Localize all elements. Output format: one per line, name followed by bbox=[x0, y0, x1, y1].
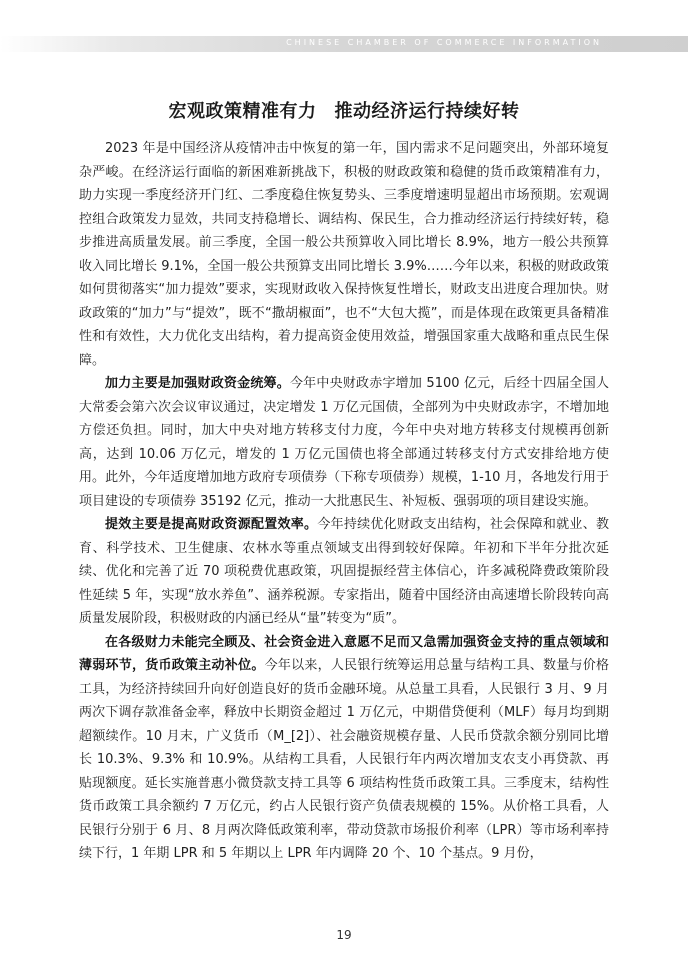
paragraph-4-body: 今年以来，人民银行统筹运用总量与结构工具、数量与价格工具，为经济持续回升向好创造良好的货币金融环境。从总量工具看，人民银行 3 月、9 月两次下调存款准备金率，释放中长期资金超过 1 万亿元，中期借贷便利（MLF）每月均到期超额续作。10 月末，广义货币（M_[2]）、社会融资规模存量、人民币贷款余额分别同比增长 10.3%、9.3% 和 10.9%。从结构工具看，人民银行年内两次增加支农支小再贷款、再贴现额度。延长实施普惠小微贷款支持工具等 6 项结构性货币政策工具。三季度末，结构性货币政策工具余额约 7 万亿元，约占人民银行资产负债表规模的 15%。从价格工具看，人民银行分别于 6 月、8 月两次降低政策利率，带动贷款市场报价利率（LPR）等市场利率持续下行，1 年期 LPR 和 5 年期以上 LPR 年内调降 20 个、10 个基点。9 月份， bbox=[79, 658, 609, 861]
paragraph-3-body: 今年持续优化财政支出结构，社会保障和就业、教育、科学技术、卫生健康、农林水等重点领域支出得到较好保障。年初和下半年分批次延续、优化和完善了近 70 项税费优惠政策，巩固提振经营主体信心，许多减税降费政策阶段性延续 5 年，实现“放水养鱼”、涵养税源。专家指出，随着中国经济由高速增长阶段转向高质量发展阶段，积极财政的内涵已经从“量”转变为“质”。 bbox=[79, 517, 609, 626]
paragraph-2-body: 今年中央财政赤字增加 5100 亿元，后经十四届全国人大常委会第六次会议审议通过，决定增发 1 万亿元国债，全部列为中央财政赤字，不增加地方偿还负担。同时，加大中央对地方转移支付力度，今年中央对地方转移支付规模再创新高，达到 10.06 万亿元，增发的 1 万亿元国债也将全部通过转移支付方式安排给地方使用。此外，今年适度增加地方政府专项债券（下称专项债券）规模，1-10 月，各地发行用于项目建设的专项债券 35192 亿元，推动一大批惠民生、补短板、强弱项的项目建设实施。 bbox=[79, 376, 609, 509]
page-number: 19 bbox=[336, 928, 352, 942]
paragraph-4-lead: 在各级财力未能完全顾及、社会资金进入意愿不足而又急需加强资金支持的重点领域和薄弱环节，货币政策主动补位。 bbox=[79, 634, 609, 673]
paragraph-2-lead: 加力主要是加强财政资金统筹。 bbox=[105, 376, 290, 391]
paragraph-4 bbox=[79, 631, 609, 866]
article-body bbox=[79, 137, 609, 866]
article-title bbox=[0, 97, 688, 123]
paragraph-3-lead: 提效主要是提高财政资源配置效率。 bbox=[105, 517, 318, 532]
title-part-2: 推动经济运行持续好转 bbox=[334, 101, 520, 122]
header-banner-text: CHINESE CHAMBER OF COMMERCE INFORMATION bbox=[286, 38, 602, 47]
paragraph-3 bbox=[79, 513, 609, 631]
title-part-1: 宏观政策精准有力 bbox=[168, 101, 317, 122]
paragraph-1: 2023 年是中国经济从疫情冲击中恢复的第一年，国内需求不足问题突出，外部环境复杂严峻。在经济运行面临的新困难新挑战下，积极的财政政策和稳健的货币政策精准有力，助力实现一季度经济开门红、二季度稳住恢复势头、三季度增速明显超出市场预期。宏观调控组合政策发力显效，共同支持稳增长、调结构、保民生，合力推动经济运行持续好转，稳步推进高质量发展。前三季度，全国一般公共预算收入同比增长 8.9%，地方一般公共预算收入同比增长 9.1%，全国一般公共预算支出同比增长 3.9%……今年以来，积极的财政政策如何贯彻落实“加力提效”要求，实现财政收入保持恢复性增长，财政支出进度合理加快。财政政策的“加力”与“提效”，既不“撒胡椒面”，也不“大包大揽”，而是体现在政策更具备精准性和有效性，大力优化支出结构，着力提高资金使用效益，增强国家重大战略和重点民生保障。 bbox=[79, 141, 609, 368]
paragraph-2 bbox=[79, 372, 609, 513]
